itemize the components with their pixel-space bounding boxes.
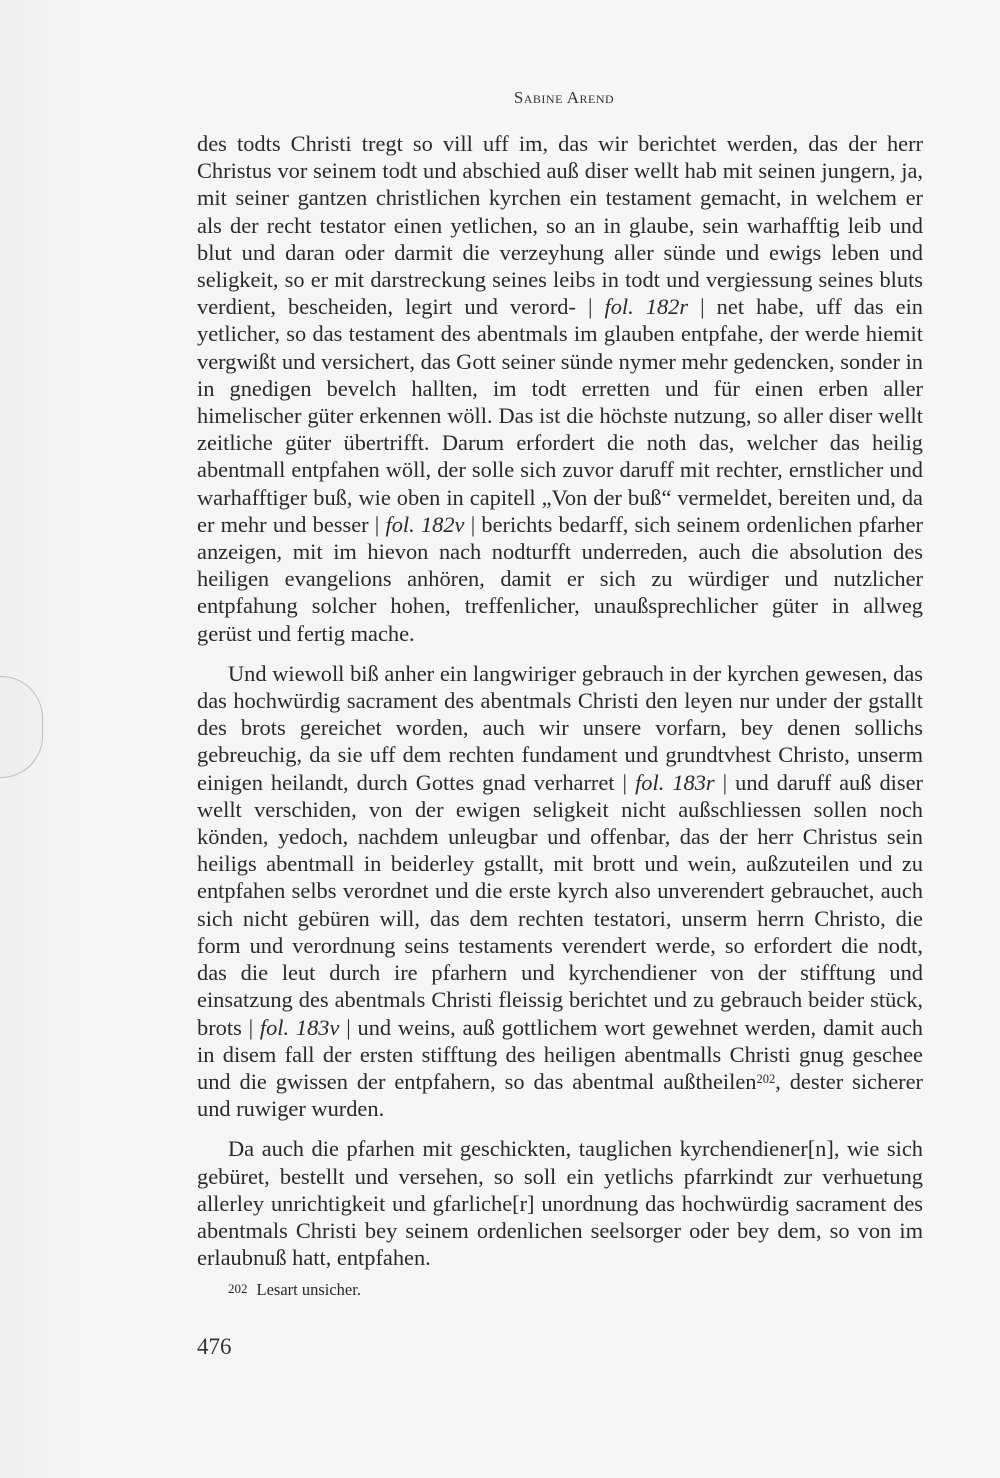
paragraph-2 bbox=[197, 660, 923, 1122]
footnote-text: Lesart unsicher. bbox=[256, 1280, 361, 1299]
footnote-number: 202 bbox=[228, 1281, 248, 1296]
main-text bbox=[197, 130, 923, 1271]
folio-marker-182r: fol. 182r bbox=[604, 294, 689, 320]
footnote bbox=[228, 1280, 918, 1300]
paragraph-1 bbox=[197, 130, 923, 647]
paragraph-1-part-a: des todts Christi tregt so vill uff im, das wir berichtet werden, das der herr Christus vor seinem todt und abschied auß diser wellt hab mit seinen jungern, ja, mit seiner gantzen christlichen kyrchen ein testament gemacht, in welchem er als der recht testator einen yetlichen, so an in glaube, sein warhafftig leib und blut und daran oder darmit die verzeyhung aller sünde und ewigs leben und seligkeit, so er mit darstreckung seines leibs in todt und vergiessung seines bluts verdient, bescheiden, legirt und verord- | bbox=[197, 131, 923, 320]
folio-marker-182v: fol. 182v bbox=[385, 511, 465, 537]
footnote-reference[interactable]: 202 bbox=[756, 1071, 776, 1086]
paragraph-2-part-c: | und weins, auß gottlichem wort gewehnet werden, damit auch in disem fall der ersten stifftung des heiligen abentmalls Christi gnug geschee und die gwissen der entpfahern, so das abentmal außtheilen bbox=[197, 1014, 923, 1094]
paragraph-2-part-a: Und wiewoll biß anher ein langwiriger gebrauch in der kyrchen gewesen, das das hochwürdig sacrament des abentmals Christi den leyen nur under der gstallt des brots gereichet worden, auch wir unsere vorfarn, bey denen sollichs gebreuchig, da sie uff dem rechten fundament und grundtvhest Christo, unserm einigen heilandt, durch Gottes gnad verharret | bbox=[197, 660, 923, 795]
paragraph-3: Da auch die pfarhen mit geschickten, tauglichen kyrchendiener[n], wie sich gebüret, bestellt und versehen, so soll ein yetlichs pfarrkindt zur verhuetung allerley unrichtigkeit und gfarliche[r] unordnung das hochwürdig sacrament des abentmals Christi bey seinem ordenlichen seelsorger oder bey dem, so von im erlaubnuß hatt, entpfahen. bbox=[197, 1136, 923, 1271]
running-head: Sabine Arend bbox=[513, 88, 615, 107]
page-number: 476 bbox=[197, 1334, 232, 1359]
paragraph-1-part-b: | net habe, uff das ein yetlicher, so das testament des abentmals im glauben entpfahe, der werde hiemit vergwißt und versichert, das Gott seiner sünde nymer mehr gedencken, sonder in in gnedigen bevelch hallten, im todt erretten und für einen erben aller himelischer güter erkennen wöll. Das ist die höchste nutzung, so aller diser wellt zeitliche güter übertrifft. Darum erfordert die noth das, welcher das heilig abentmall entpfahen wöll, der solle sich zuvor daruff mit rechter, ernstlicher und warhafftiger buß, wie oben in capitell „Von der buß“ vermeldet, bereiten und, da er mehr und besser | bbox=[197, 294, 923, 537]
folio-marker-183v: fol. 183v bbox=[259, 1014, 340, 1040]
paragraph-1-part-c: | berichts bedarff, sich seinem ordenlichen pfarher anzeigen, mit im hievon nach nodturfft underreden, auch die absolution des heiligen evangelions anhören, damit er sich zu würdiger und nutzlicher entpfahung solcher hohen, treffenlicher, unaußsprechlicher güter in allweg gerüst und fertig mache. bbox=[197, 511, 924, 646]
paragraph-2-part-b: | und daruff auß diser wellt verschiden, von der ewigen seligkeit nicht außschliessen sollen noch könden, yedoch, nachdem unleugbar und offenbar, das der herr Christus sein heiligs abentmall in beiderley gstallt, mit brott und wein, außzuteilen und zu entpfahen selbs verordnet und die erste kyrch also unverendert gebrauchet, auch sich nicht gebüren will, das dem rechten testatori, unserm herrn Christo, die form und verordnung seins testaments verendert werde, so erfordert die nodt, das die leut durch ire pfarhern und kyrchendiener von der stifftung und einsatzung des abentmals Christi fleissig berichtet und zu gebrauch beider stück, brots | bbox=[197, 769, 923, 1040]
binder-clip-mark bbox=[0, 676, 43, 778]
folio-marker-183r: fol. 183r bbox=[635, 769, 715, 795]
paragraph-2-part-d: , dester sicherer und ruwiger wurden. bbox=[197, 1068, 923, 1122]
